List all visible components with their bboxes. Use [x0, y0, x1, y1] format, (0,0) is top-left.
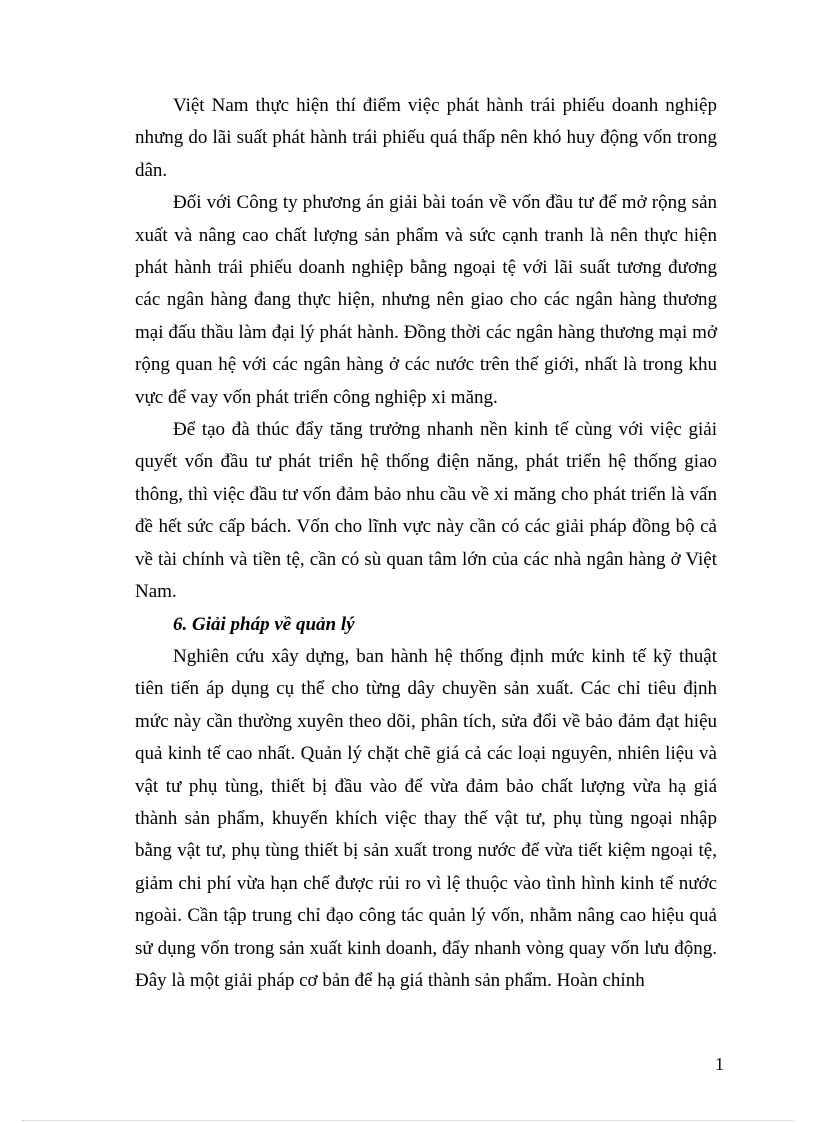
paragraph-company-capital: Đối với Công ty phương án giải bài toán về vốn đầu tư để mở rộng sản xuất và nâng cao chất lượng sản phẩm và sức cạnh tranh là nên thực hiện phát hành trái phiếu doanh nghiệp bằng ngoại tệ với lãi suất tương đương các ngân hàng đang thực hiện, nhưng nên giao cho các ngân hàng thương mại đấu thầu làm đại lý phát hành. Đồng thời các ngân hàng thương mại mở rộng quan hệ với các ngân hàng ở các nước trên thế giới, nhất là trong khu vực để vay vốn phát triển công nghiệp xi măng. [135, 192, 717, 408]
paragraph-growth-investment: Để tạo đà thúc đẩy tăng trưởng nhanh nền kinh tế cùng với việc giải quyết vốn đầu tư phát triển hệ thống điện năng, phát triển hệ thống giao thông, thì việc đầu tư vốn đảm bảo nhu cầu về xi măng cho phát triển là vấn đề hết sức cấp bách. Vốn cho lĩnh vực này cần có các giải pháp đồng bộ cả về tài chính và tiền tệ, cần có sù quan tâm lớn của các nhà ngân hàng ở Việt Nam. [135, 419, 717, 603]
page-number: 1 [715, 1054, 724, 1074]
section-heading: 6. Giải pháp về quản lý [173, 613, 355, 635]
page-bottom-divider [22, 1120, 794, 1121]
paragraph-management: Nghiên cứu xây dựng, ban hành hệ thống định mức kinh tế kỹ thuật tiên tiến áp dụng cụ thể cho từng dây chuyền sản xuất. Các chỉ tiêu định mức này cần thường xuyên theo dõi, phân tích, sửa đổi về bảo đảm đạt hiệu quả kinh tế cao nhất. Quản lý chặt chẽ giá cả các loại nguyên, nhiên liệu và vật tư phụ tùng, thiết bị đầu vào để vừa đảm bảo chất lượng vừa hạ giá thành sản phẩm, khuyến khích việc thay thế vật tư, phụ tùng ngoại nhập bằng vật tư, phụ tùng thiết bị sản xuất trong nước để vừa tiết kiệm ngoại tệ, giảm chi phí vừa hạn chế được rủi ro vì lệ thuộc vào tình hình kinh tế nước ngoài. Cần tập trung chỉ đạo công tác quản lý vốn, nhằm nâng cao hiệu quả sử dụng vốn trong sản xuất kinh doanh, đẩy nhanh vòng quay vốn lưu động. Đây là một giải pháp cơ bản để hạ giá thành sản phẩm. Hoàn chỉnh [135, 645, 717, 991]
document-body [135, 90, 717, 997]
paragraph-bond-issuance: Việt Nam thực hiện thí điểm việc phát hành trái phiếu doanh nghiệp nhưng do lãi suất phát hành trái phiếu quá thấp nên khó huy động vốn trong dân. [135, 95, 717, 181]
